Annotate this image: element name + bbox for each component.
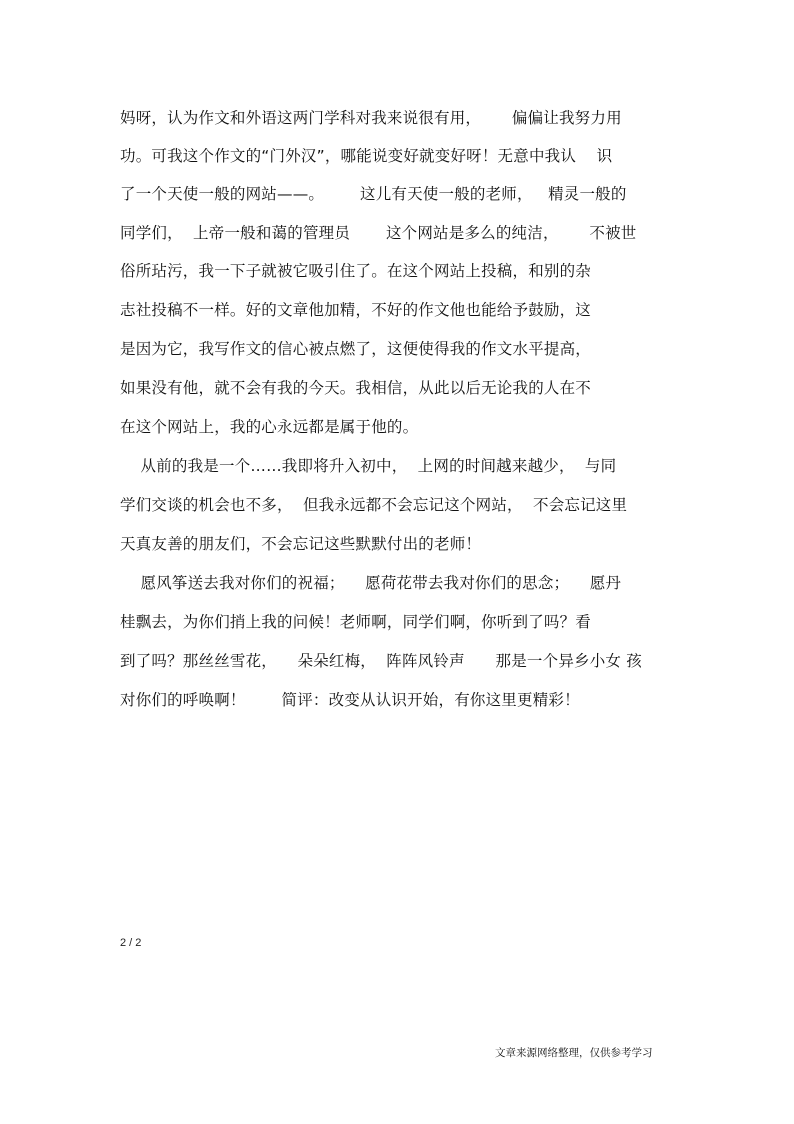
text-line: 了一个天使一般的网站——。 这儿有天使一般的老师， 精灵一般的 [120,185,627,203]
text-line: 到了吗？那丝丝雪花， 朵朵红梅， 阵阵风铃声 那是一个异乡小女 孩 [120,652,642,670]
text-line: 同学们， 上帝一般和蔼的管理员 这个网站是多么的纯洁， 不被世 [120,224,637,242]
text-line: 学们交谈的机会也不多， 但我永远都不会忘记这个网站， 不会忘记这里 [120,496,628,514]
text-line: 是因为它，我写作文的信心被点燃了，这便使得我的作文水平提高， [120,340,592,358]
text-line: 对你们的呼唤啊！ 简评：改变从认识开始，有你这里更精彩！ [120,691,580,709]
text-line: 如果没有他，就不会有我的今天。我相信，从此以后无论我的人在不 [120,379,592,397]
text-line: 妈呀，认为作文和外语这两门学科对我来说很有用， 偏偏让我努力用 [120,109,622,127]
text-line: 愿风筝送去我对你们的祝福； 愿荷花带去我对你们的思念； 愿丹 [120,574,622,592]
footer-note: 文章来源网络整理，仅供参考学习 [495,1047,653,1059]
text-line: 桂飘去，为你们捎上我的问候！老师啊，同学们啊，你听到了吗？看 [120,613,592,631]
text-line: 俗所玷污，我一下子就被它吸引住了。在这个网站上投稿，和别的杂 [120,262,592,280]
text-line: 志社投稿不一样。好的文章他加精，不好的作文他也能给予鼓励，这 [120,301,592,319]
page-number: 2 / 2 [120,937,142,949]
text-line: 在这个网站上，我的心永远都是属于他的。 [120,418,419,436]
text-line: 从前的我是一个……我即将升入初中， 上网的时间越来越少， 与同 [120,457,617,475]
text-line: 天真友善的朋友们，不会忘记这些默默付出的老师！ [120,535,482,553]
text-line: 功。可我这个作文的“门外汉”，哪能说变好就变好呀！无意中我认 识 [120,147,613,165]
